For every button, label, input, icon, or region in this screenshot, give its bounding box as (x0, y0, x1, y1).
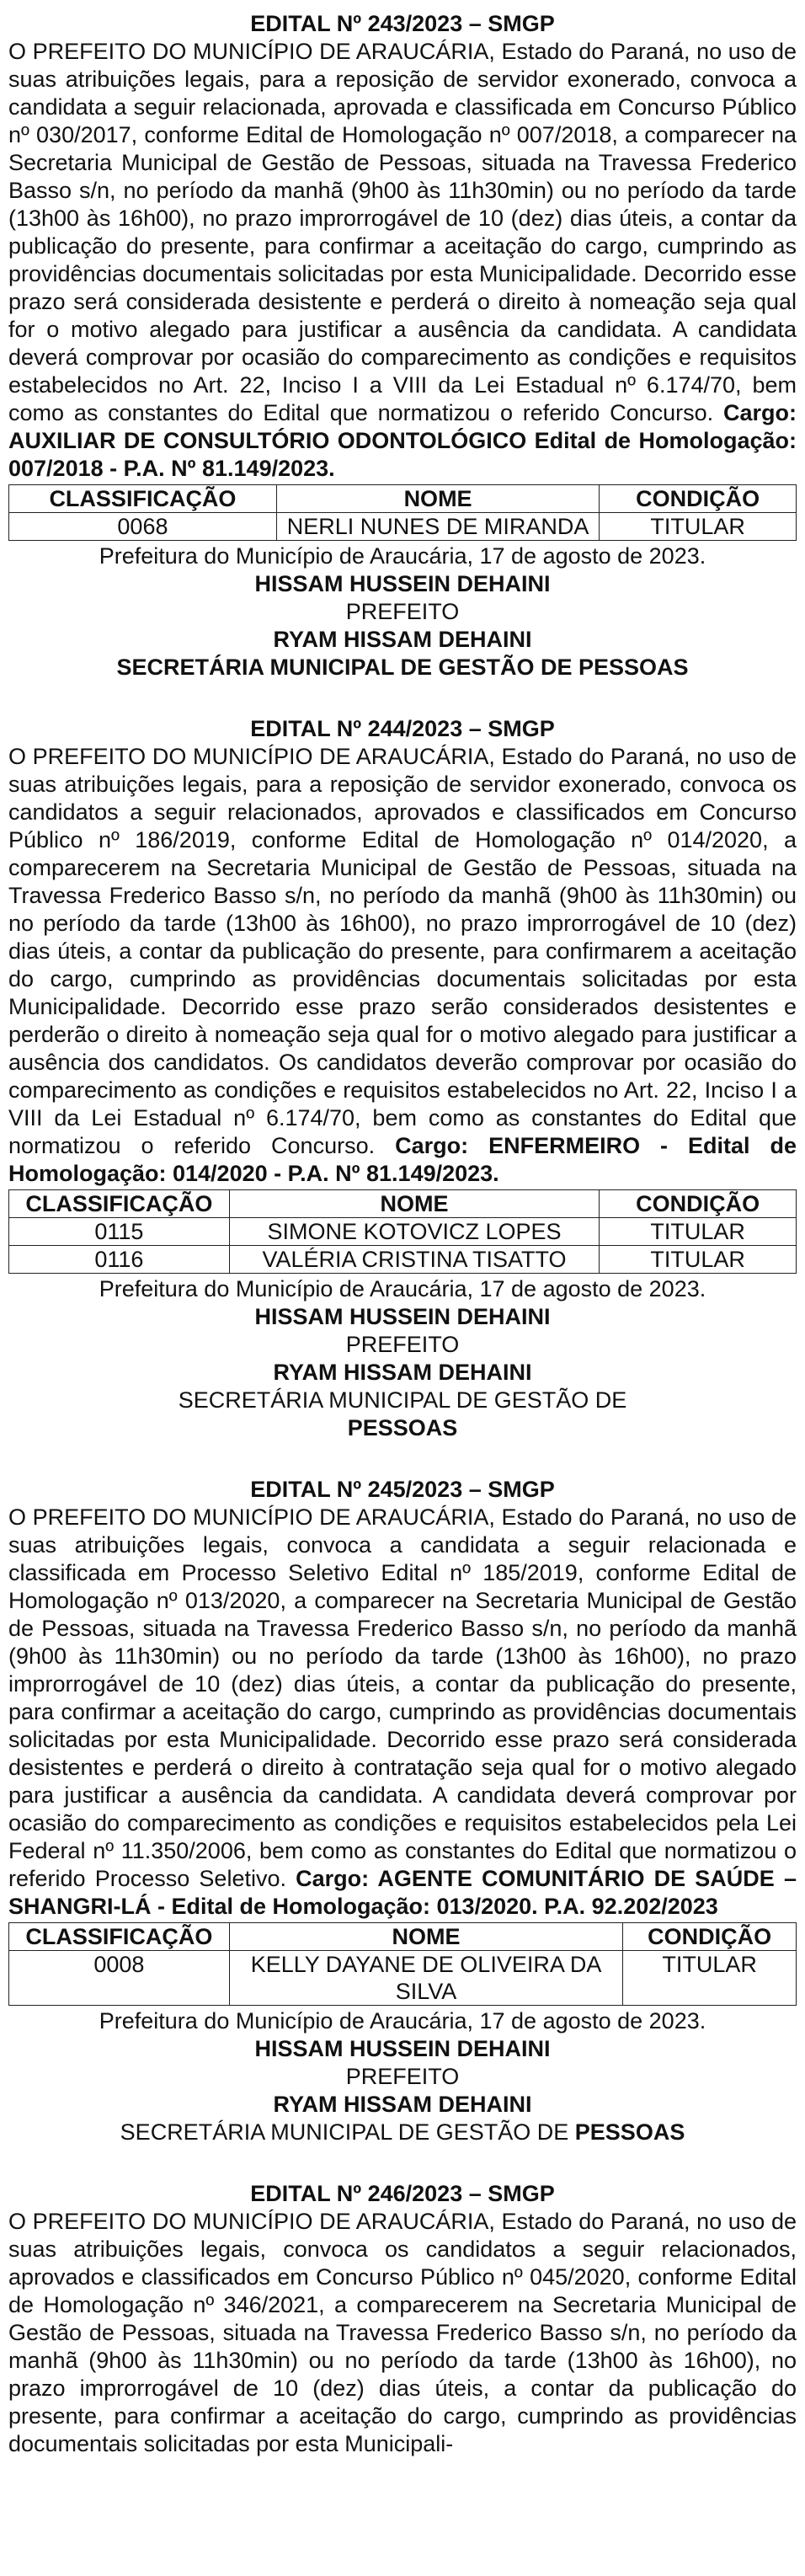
role-secretaria (8, 2119, 797, 2146)
cell-nome: KELLY DAYANE DE OLIVEIRA DA SILVA (229, 1951, 623, 2006)
cell-classificacao: 0115 (9, 1218, 230, 1246)
role-secretaria-text: SECRETÁRIA MUNICIPAL DE GESTÃO DE (120, 2119, 575, 2145)
table-header-row (9, 1923, 797, 1951)
place-date: Prefeitura do Município de Araucária, 17 de agosto de 2023. (99, 2008, 706, 2034)
role-secretaria: SECRETÁRIA MUNICIPAL DE GESTÃO DE PESSOAS (116, 655, 689, 680)
table-header-row (9, 1190, 797, 1218)
edital-cargo: Cargo: ENFERMEIRO - Edital de Homologação: 014/2020 - P.A. Nº 81.149/2023. (8, 1133, 797, 1186)
edital-title: EDITAL Nº 245/2023 – SMGP (250, 1477, 555, 1502)
table-row (9, 1246, 797, 1274)
role-secretaria-cont: PESSOAS (347, 1415, 458, 1440)
edital-cargo: Cargo: AUXILIAR DE CONSULTÓRIO ODONTOLÓGICO Edital de Homologação: 007/2018 - P.A. Nº 81.149/2023. (8, 400, 797, 481)
signer-secretaria: RYAM HISSAM DEHAINI (273, 2092, 532, 2117)
edital-243 (8, 10, 797, 681)
col-condicao: CONDIÇÃO (600, 1190, 797, 1218)
edital-body: O PREFEITO DO MUNICÍPIO DE ARAUCÁRIA, Estado do Paraná, no uso de suas atribuições legais, convoca os candidatos a seguir relacionados, aprovados e classificados em Concurso Público nº 045/2020, conforme Edital de Homologação nº 346/2021, a comparecerem na Secretaria Municipal de Gestão de Pessoas, situada na Travessa Frederico Basso s/n, no período da manhã (9h00 às 11h30min) ou no período da tarde (13h00 às 16h00), no prazo improrrogável de 10 (dez) dias úteis, a contar da publicação do presente, para confirmar a aceitação do cargo, cumprindo as providências documentais solicitadas por esta Municipali- (8, 2209, 797, 2456)
col-condicao: CONDIÇÃO (623, 1923, 797, 1951)
table-row (9, 1951, 797, 2006)
role-secretaria: SECRETÁRIA MUNICIPAL DE GESTÃO DE (178, 1387, 627, 1413)
edital-246 (8, 2180, 797, 2458)
table-header-row (9, 485, 797, 513)
edital-title: EDITAL Nº 246/2023 – SMGP (250, 2181, 555, 2206)
place-date: Prefeitura do Município de Araucária, 17 de agosto de 2023. (99, 543, 706, 569)
signer-prefeito: HISSAM HUSSEIN DEHAINI (254, 1304, 551, 1329)
role-prefeito: PREFEITO (345, 2064, 460, 2089)
role-prefeito: PREFEITO (345, 599, 460, 624)
cell-condicao: TITULAR (600, 1246, 797, 1274)
cell-classificacao: 0008 (9, 1951, 230, 2006)
cell-classificacao: 0068 (9, 513, 277, 541)
edital-cargo: Cargo: AGENTE COMUNITÁRIO DE SAÚDE – SHANGRI-LÁ - Edital de Homologação: 013/2020. P.A. 92.202/2023 (8, 1866, 797, 1919)
place-date: Prefeitura do Município de Araucária, 17 de agosto de 2023. (99, 1276, 706, 1301)
col-condicao: CONDIÇÃO (600, 485, 797, 513)
col-nome: NOME (229, 1923, 623, 1951)
cell-condicao: TITULAR (623, 1951, 797, 2006)
cell-nome: NERLI NUNES DE MIRANDA (276, 513, 599, 541)
edital-body (8, 743, 797, 1188)
candidates-table (8, 1189, 797, 1274)
cell-classificacao: 0116 (9, 1246, 230, 1274)
col-nome: NOME (276, 485, 599, 513)
candidates-table (8, 484, 797, 541)
col-nome: NOME (229, 1190, 599, 1218)
role-prefeito: PREFEITO (345, 1332, 460, 1357)
edital-title: EDITAL Nº 244/2023 – SMGP (250, 716, 555, 741)
cell-nome: SIMONE KOTOVICZ LOPES (229, 1218, 599, 1246)
edital-body-text: O PREFEITO DO MUNICÍPIO DE ARAUCÁRIA, Estado do Paraná, no uso de suas atribuições legais, convoca a candidata a seguir relacionada e classificada em Processo Seletivo Edital nº 185/2019, conforme Edital de Homologação nº 013/2020, a comparecer na Secretaria Municipal de Gestão de Pessoas, situada na Travessa Frederico Basso s/n, no período da manhã (9h00 às 11h30min) ou no período da tarde (13h00 às 16h00), no prazo improrrogável de 10 (dez) dias úteis, a contar da publicação do presente, para confirmar a aceitação do cargo, cumprindo as providências documentais solicitadas por esta Municipalidade. Decorrido esse prazo será considerada desistentes e perderá o direito à contratação seja qual for o motivo alegado para justificar a ausência da candidata. A candidata deverá comprovar por ocasião do comparecimento as condições e requisitos estabelecidos pela Lei Federal nº 11.350/2006, bem como as constantes do Edital que normatizou o referido Processo Seletivo. (8, 1504, 797, 1891)
candidates-table (8, 1922, 797, 2006)
signer-prefeito: HISSAM HUSSEIN DEHAINI (254, 571, 551, 596)
edital-body (8, 1504, 797, 1921)
role-secretaria-cont: PESSOAS (574, 2119, 685, 2145)
col-classificacao: CLASSIFICAÇÃO (9, 1923, 230, 1951)
table-row (9, 1218, 797, 1246)
cell-condicao: TITULAR (600, 513, 797, 541)
cell-nome: VALÉRIA CRISTINA TISATTO (229, 1246, 599, 1274)
signer-secretaria: RYAM HISSAM DEHAINI (273, 1360, 532, 1385)
edital-title: EDITAL Nº 243/2023 – SMGP (250, 11, 555, 36)
edital-245 (8, 1476, 797, 2146)
edital-body (8, 38, 797, 483)
col-classificacao: CLASSIFICAÇÃO (9, 1190, 230, 1218)
edital-body-text: O PREFEITO DO MUNICÍPIO DE ARAUCÁRIA, Estado do Paraná, no uso de suas atribuições legais, para a reposição de servidor exonerado, convoca a candidata a seguir relacionada, aprovada e classificada em Concurso Público nº 030/2017, conforme Edital de Homologação nº 007/2018, a comparecer na Secretaria Municipal de Gestão de Pessoas, situada na Travessa Frederico Basso s/n, no período da manhã (9h00 às 11h30min) ou no período da tarde (13h00 às 16h00), no prazo improrrogável de 10 (dez) dias úteis, a contar da publicação do presente, para confirmar a aceitação do cargo, cumprindo as providências documentais solicitadas por esta Municipalidade. Decorrido esse prazo será considerada desistente e perderá o direito à nomeação seja qual for o motivo alegado para justificar a ausência da candidata. A candidata deverá comprovar por ocasião do comparecimento as condições e requisitos estabelecidos no Art. 22, Inciso I a VIII da Lei Estadual nº 6.174/70, bem como as constantes do Edital que normatizou o referido Concurso. (8, 39, 797, 425)
signer-prefeito: HISSAM HUSSEIN DEHAINI (254, 2036, 551, 2061)
table-row (9, 513, 797, 541)
signer-secretaria: RYAM HISSAM DEHAINI (273, 627, 532, 652)
edital-244 (8, 715, 797, 1442)
cell-condicao: TITULAR (600, 1218, 797, 1246)
edital-body-text: O PREFEITO DO MUNICÍPIO DE ARAUCÁRIA, Estado do Paraná, no uso de suas atribuições legais, para a reposição de servidor exonerado, convoca os candidatos a seguir relacionados, aprovados e classificados em Concurso Público nº 186/2019, conforme Edital de Homologação nº 014/2020, a comparecerem na Secretaria Municipal de Gestão de Pessoas, situada na Travessa Frederico Basso s/n, no período da manhã (9h00 às 11h30min) ou no período da tarde (13h00 às 16h00), no prazo improrrogável de 10 (dez) dias úteis, a contar da publicação do presente, para confirmarem a aceitação do cargo, cumprindo as providências documentais solicitadas por esta Municipalidade. Decorrido esse prazo serão considerados desistentes e perderão o direito à nomeação seja qual for o motivo alegado para justificar a ausência dos candidatos. Os candidatos deverão comprovar por ocasião do comparecimento as condições e requisitos estabelecidos no Art. 22, Inciso I a VIII da Lei Estadual nº 6.174/70, bem como as constantes do Edital que normatizou o referido Concurso. (8, 744, 797, 1158)
col-classificacao: CLASSIFICAÇÃO (9, 485, 277, 513)
